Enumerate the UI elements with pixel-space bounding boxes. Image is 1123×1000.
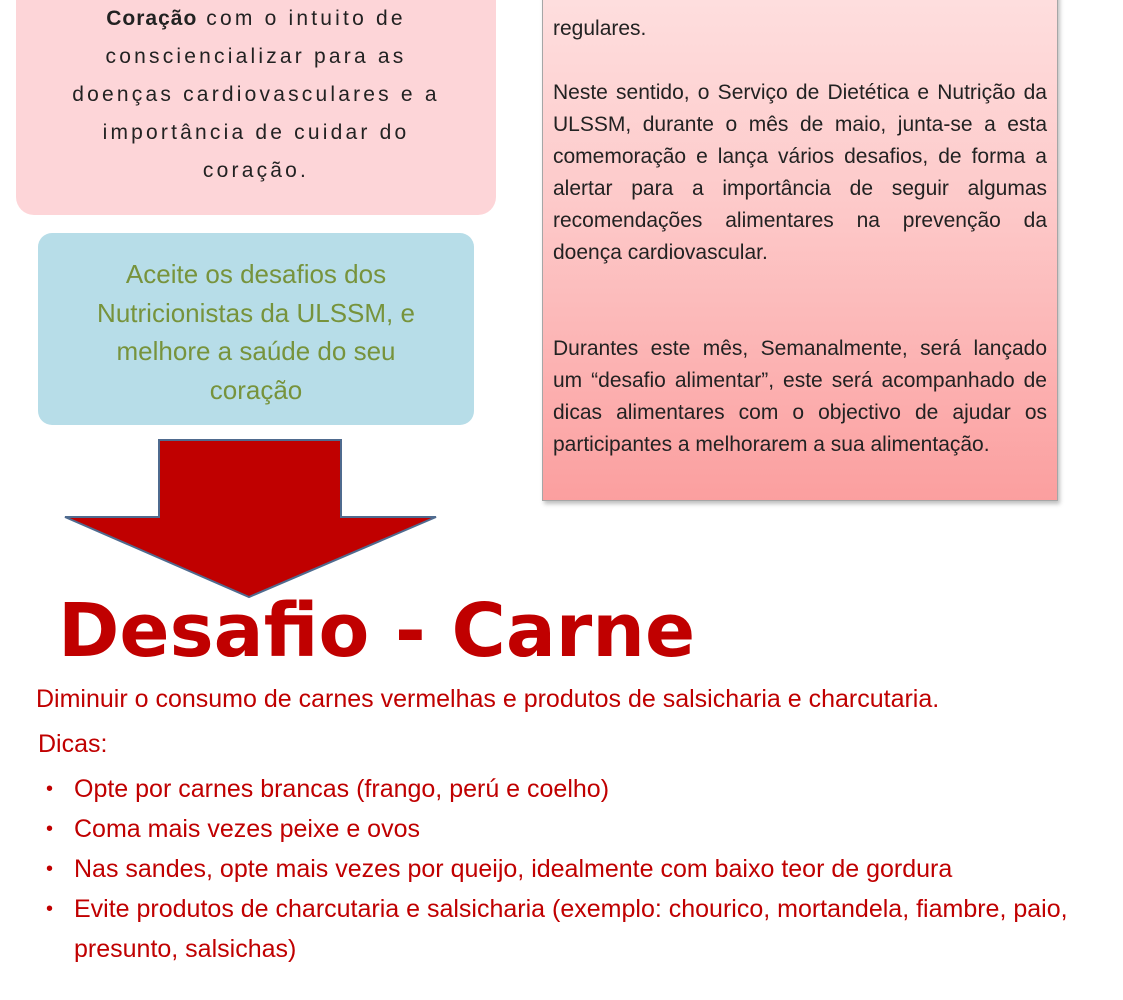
bullet-icon: • <box>46 818 54 840</box>
awareness-bold-word: Coração <box>106 7 198 30</box>
callout-line-2: Nutricionistas da ULSSM, e <box>97 297 415 328</box>
list-item <box>44 889 1084 969</box>
awareness-line-1 <box>16 0 496 38</box>
bullet-icon: • <box>46 858 54 880</box>
info-paragraph-3: Durantes este mês, Semanalmente, será lançado um “desafio alimentar”, este será acompanhado de dicas alimentares com o objectivo de ajudar os participantes a melhorarem a sua alimentação. <box>553 337 1047 456</box>
list-item <box>44 849 1114 889</box>
awareness-line-3: doenças cardiovasculares e a <box>72 83 440 106</box>
info-box <box>542 0 1058 501</box>
awareness-line-2: consciencializar para as <box>105 45 407 68</box>
info-paragraph-2: Neste sentido, o Serviço de Dietética e Nutrição da ULSSM, durante o mês de maio, junta-se a esta comemoração e lança vários desafios, de forma a alertar para a importância de seguir algumas recomendações alimentares na prevenção da doença cardiovascular. <box>553 81 1047 264</box>
tip-text: Evite produtos de charcutaria e salsicharia (exemplo: chourico, mortandela, fiambre, paio, presunto, salsichas) <box>74 895 1068 963</box>
callout-line-4: coração <box>209 374 303 405</box>
tip-text: Opte por carnes brancas (frango, perú e coelho) <box>74 775 610 803</box>
bullet-icon: • <box>46 778 54 800</box>
awareness-line-1-rest: com o intuito de <box>197 7 406 30</box>
callout-line-3: melhore a saúde do seu <box>116 336 396 366</box>
info-paragraph-1-end: regulares. <box>553 17 647 40</box>
challenge-title: Desafio - Carne <box>58 588 696 674</box>
challenge-callout-box <box>38 233 474 425</box>
tips-label: Dicas: <box>38 730 108 758</box>
bullet-icon: • <box>46 898 54 920</box>
tips-list <box>44 769 1114 969</box>
awareness-box <box>16 0 496 215</box>
down-arrow-icon <box>62 438 440 600</box>
callout-line-1: Aceite os desafios dos <box>125 259 387 289</box>
list-item <box>44 809 1114 849</box>
awareness-line-4: importância de cuidar do <box>102 121 410 144</box>
awareness-line-5: coração. <box>202 159 310 182</box>
tip-text: Coma mais vezes peixe e ovos <box>74 815 420 843</box>
list-item <box>44 769 1114 809</box>
challenge-subtitle: Diminuir o consumo de carnes vermelhas e produtos de salsicharia e charcutaria. <box>36 685 940 713</box>
tip-text: Nas sandes, opte mais vezes por queijo, idealmente com baixo teor de gordura <box>74 855 953 883</box>
